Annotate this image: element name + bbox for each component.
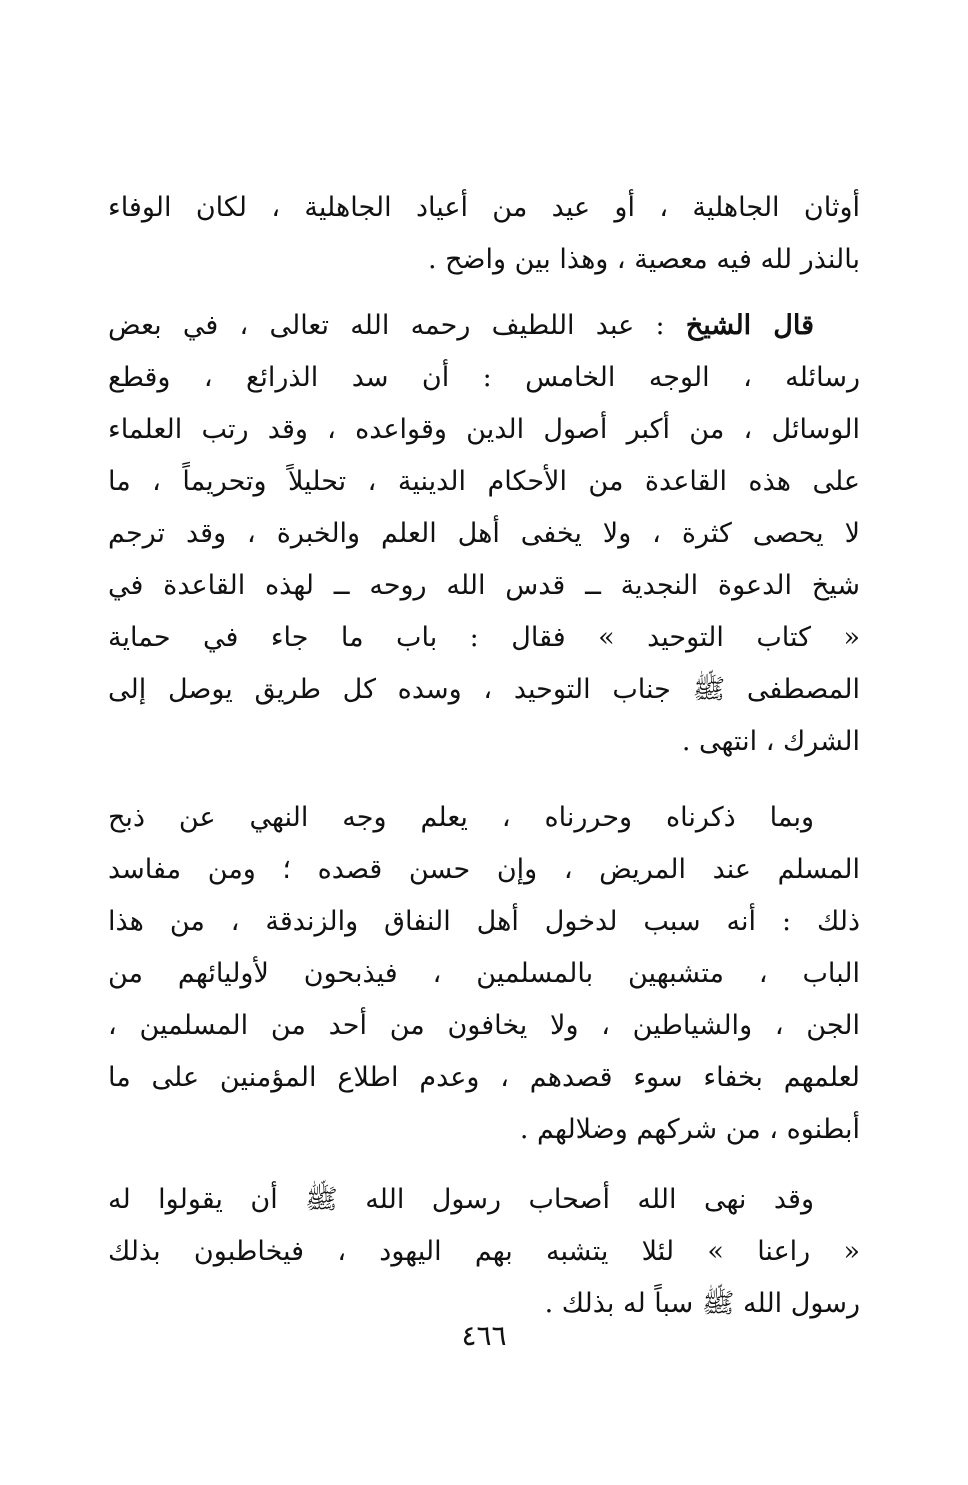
text-line: المصطفى ﷺ جناب التوحيد ، وسده كل طريق يوصل إلى (108, 674, 860, 705)
text-line: رسول الله ﷺ سباً له بذلك . (544, 1288, 860, 1319)
text-line: أوثان الجاهلية ، أو عيد من أعياد الجاهلية ، لكان الوفاء (108, 192, 860, 223)
text-line: على هذه القاعدة من الأحكام الدينية ، تحليلاً وتحريماً ، ما (108, 466, 860, 497)
text-line: « راعنا » لئلا يتشبه بهم اليهود ، فيخاطبون بذلك (108, 1236, 860, 1267)
text-line: شيخ الدعوة النجدية ــ قدس الله روحه ــ لهذه القاعدة في (108, 570, 860, 601)
speaker-lead: قال الشيخ (685, 310, 814, 341)
paragraph-2 (108, 300, 860, 768)
paragraph-4 (108, 1174, 860, 1330)
text-line: « كتاب التوحيد » فقال : باب ما جاء في حماية (108, 622, 860, 653)
text-line: لا يحصى كثرة ، ولا يخفى أهل العلم والخبرة ، وقد ترجم (108, 518, 860, 549)
paragraph-3 (108, 792, 860, 1156)
text-line: الوسائل ، من أكبر أصول الدين وقواعده ، وقد رتب العلماء (108, 414, 860, 445)
text-line: الشرك ، انتهى . (681, 726, 860, 757)
text-line: الباب ، متشبهين بالمسلمين ، فيذبحون لأوليائهم من (108, 958, 860, 989)
text-line-with-lead (108, 300, 860, 352)
text-line: أبطنوه ، من شركهم وضلالهم . (519, 1114, 860, 1145)
document-body (108, 182, 860, 1330)
text-line: الجن ، والشياطين ، ولا يخافون من أحد من المسلمين ، (108, 1010, 860, 1041)
text-line: لعلمهم بخفاء سوء قصدهم ، وعدم اطلاع المؤمنين على ما (108, 1062, 860, 1093)
text-line: بالنذر لله فيه معصية ، وهذا بين واضح . (427, 244, 860, 275)
text-line-rest: : عبد اللطيف رحمه الله تعالى ، في بعض (108, 310, 686, 341)
paragraph-1 (108, 182, 860, 286)
text-line: ذلك : أنه سبب لدخول أهل النفاق والزندقة ، من هذا (108, 906, 860, 937)
text-line: المسلم عند المريض ، وإن حسن قصده ؛ ومن مفاسد (108, 854, 860, 885)
page-number: ٤٦٦ (461, 1319, 507, 1352)
text-line: رسائله ، الوجه الخامس : أن سد الذرائع ، وقطع (108, 362, 860, 393)
text-line: وبما ذكرناه وحررناه ، يعلم وجه النهي عن ذبح (108, 802, 814, 833)
text-line: وقد نهى الله أصحاب رسول الله ﷺ أن يقولوا له (108, 1184, 814, 1215)
